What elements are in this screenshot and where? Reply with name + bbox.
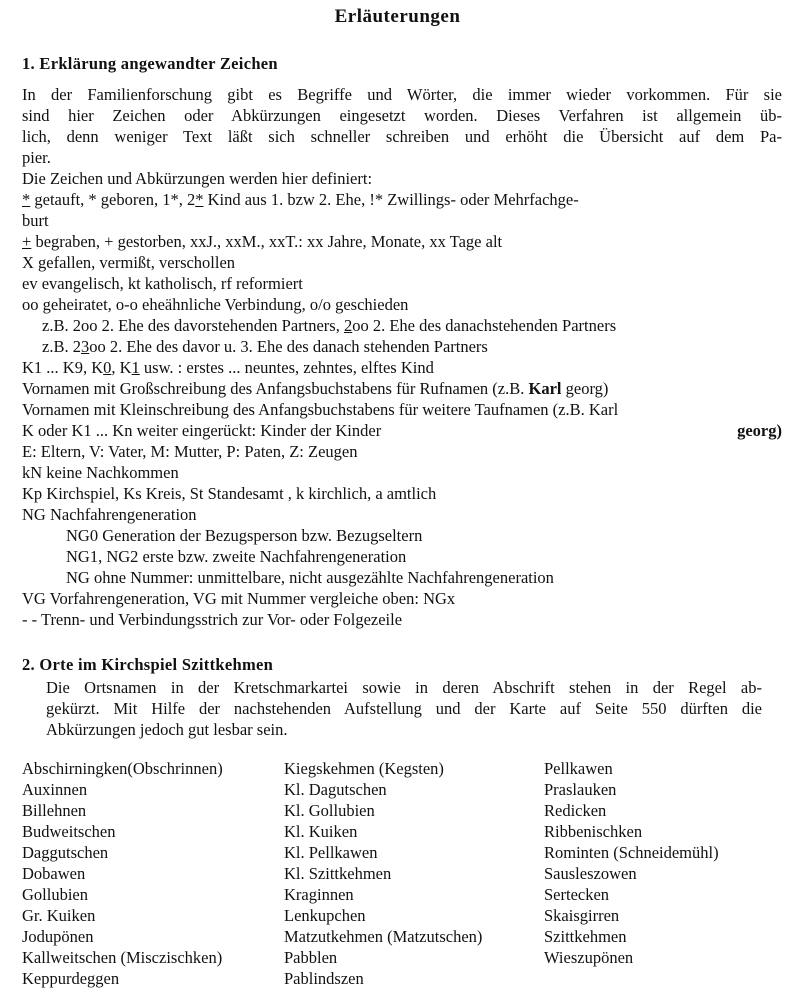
place-name: Billehnen xyxy=(22,801,87,820)
place-name: Skaisgirren xyxy=(544,906,620,925)
buried-symbol: + xyxy=(22,232,32,251)
place-name: Szittkehmen xyxy=(544,927,627,946)
place-name: Pablindszen xyxy=(284,969,364,988)
place-name: Sausleszowen xyxy=(544,864,637,883)
place-name: Rominten (Schneidemühl) xyxy=(544,843,719,862)
place-name: Auxinnen xyxy=(22,780,88,799)
section2-body xyxy=(46,677,762,740)
place-name: Kallweitschen (Misczischken) xyxy=(22,948,223,967)
section2-line: Abkürzungen jedoch gut lesbar sein. xyxy=(46,720,288,739)
def-rufname: Vornamen mit Großschreibung des Anfangsbuchstabens für Rufnamen (z.B. Karl georg) xyxy=(22,379,609,398)
def-children-indent: georg) K oder K1 ... Kn weiter eingerückt: Kinder der Kinder xyxy=(22,421,782,440)
page-title: Erläuterungen xyxy=(334,6,461,27)
intro-line: sind hier Zeichen oder Abkürzungen eingesetzt worden. Dieses Verfahren ist allgemein üb- xyxy=(22,106,782,125)
place-name: Budweitschen xyxy=(22,822,116,841)
place-name: Wieszupönen xyxy=(544,948,634,967)
def-line: burt xyxy=(22,211,49,230)
place-name: Kl. Gollubien xyxy=(284,801,375,820)
def-line: NG Nachfahrengeneration xyxy=(22,505,197,524)
def-line: kN keine Nachkommen xyxy=(22,463,179,482)
def-line: NG ohne Nummer: unmittelbare, nicht ausgezählte Nachfahrengeneration xyxy=(66,568,554,587)
place-name: Dobawen xyxy=(22,864,86,883)
place-name: Sertecken xyxy=(544,885,610,904)
section1-body xyxy=(22,84,782,630)
place-name: Gollubien xyxy=(22,885,88,904)
def-burial-death: + begraben, + gestorben, xxJ., xxM., xxT.: xx Jahre, Monate, xx Tage alt xyxy=(22,232,503,251)
def-line: E: Eltern, V: Vater, M: Mutter, P: Paten, Z: Zeugen xyxy=(22,442,358,461)
place-name: Pellkawen xyxy=(544,759,613,778)
def-line: VG Vorfahrengeneration, VG mit Nummer vergleiche oben: NGx xyxy=(22,589,456,608)
place-name: Kl. Dagutschen xyxy=(284,780,387,799)
def-line: ev evangelisch, kt katholisch, rf reformiert xyxy=(22,274,303,293)
intro-line: lich, denn weniger Text läßt sich schneller schreiben und erhöht die Übersicht auf dem Pa- xyxy=(22,127,782,146)
def-line: Vornamen mit Kleinschreibung des Anfangsbuchstabens für weitere Taufnamen (z.B. Karl xyxy=(22,400,619,419)
place-name: Redicken xyxy=(544,801,607,820)
section2-heading: 2. Orte im Kirchspiel Szittkehmen xyxy=(22,655,274,674)
places-column xyxy=(284,758,482,989)
intro-line: In der Familienforschung gibt es Begriffe und Wörter, die immer wieder vorkommen. Für sie xyxy=(22,85,782,104)
def-line: NG1, NG2 erste bzw. zweite Nachfahrengeneration xyxy=(66,547,407,566)
second-marriage-child-symbol: * xyxy=(195,190,204,209)
place-name: Kl. Szittkehmen xyxy=(284,864,392,883)
place-name: Kraginnen xyxy=(284,885,354,904)
def-example: z.B. 23oo 2. Ehe des davor u. 3. Ehe des danach stehenden Partners xyxy=(42,337,488,356)
def-line: X gefallen, vermißt, verschollen xyxy=(22,253,236,272)
place-name: Daggutschen xyxy=(22,843,109,862)
def-line: Kp Kirchspiel, Ks Kreis, St Standesamt , k kirchlich, a amtlich xyxy=(22,484,437,503)
def-line: - - Trenn- und Verbindungsstrich zur Vor- oder Folgezeile xyxy=(22,610,403,629)
place-name: Jodupönen xyxy=(22,927,94,946)
section1-heading: 1. Erklärung angewandter Zeichen xyxy=(22,54,278,73)
place-name: Keppurdeggen xyxy=(22,969,120,988)
section2-line: Die Ortsnamen in der Kretschmarkartei sowie in deren Abschrift stehen in der Regel ab- xyxy=(46,678,762,697)
places-column xyxy=(22,758,223,989)
place-name: Kl. Kuiken xyxy=(284,822,358,841)
def-line: oo geheiratet, o-o eheähnliche Verbindung, o/o geschieden xyxy=(22,295,409,314)
places-column xyxy=(544,758,719,968)
place-name: Gr. Kuiken xyxy=(22,906,96,925)
def-children: K1 ... K9, K0, K1 usw. : erstes ... neuntes, zehntes, elftes Kind xyxy=(22,358,434,377)
baptized-symbol: * xyxy=(22,190,31,209)
place-name: Praslauken xyxy=(544,780,617,799)
place-name: Lenkupchen xyxy=(284,906,366,925)
definitions-intro: Die Zeichen und Abkürzungen werden hier definiert: xyxy=(22,169,373,188)
place-name: Abschirningken(Obschrinnen) xyxy=(22,759,223,778)
place-name: Ribbenischken xyxy=(544,822,643,841)
def-baptism-birth: * getauft, * geboren, 1*, 2* Kind aus 1. bzw 2. Ehe, !* Zwillings- oder Mehrfachge- xyxy=(22,190,579,209)
section2-line: gekürzt. Mit Hilfe der nachstehenden Aufstellung und der Karte auf Seite 550 dürften die xyxy=(46,699,762,718)
place-name: Matzutkehmen (Matzutschen) xyxy=(284,927,483,946)
def-line: NG0 Generation der Bezugsperson bzw. Bezugseltern xyxy=(66,526,423,545)
intro-line: pier. xyxy=(22,148,51,167)
place-name: Pabblen xyxy=(284,948,338,967)
place-name: Kl. Pellkawen xyxy=(284,843,378,862)
place-name: Kiegskehmen (Kegsten) xyxy=(284,759,444,778)
def-example: z.B. 2oo 2. Ehe des davorstehenden Partners, 2oo 2. Ehe des danachstehenden Partners xyxy=(42,316,617,335)
